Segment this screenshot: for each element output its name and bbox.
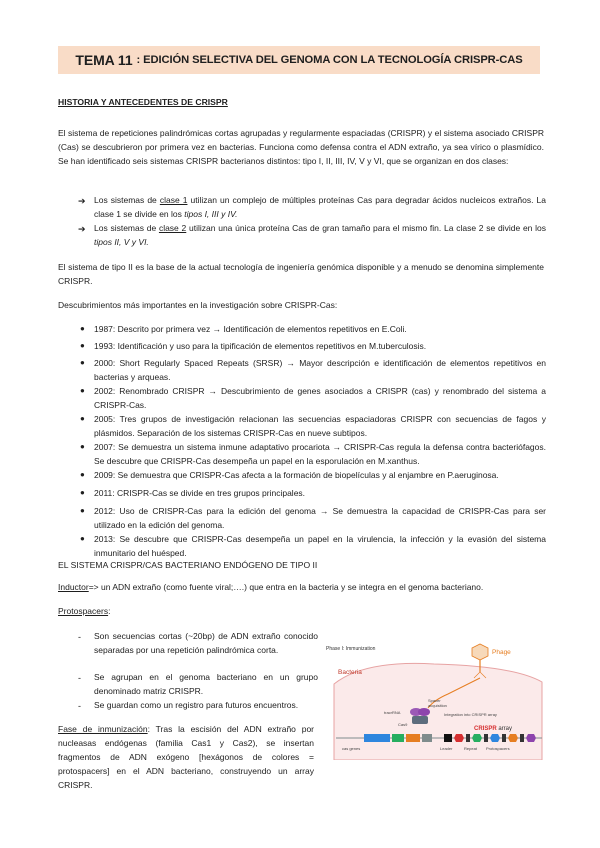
protospacer-item: Se guardan como un registro para futuros encuentros. xyxy=(94,700,299,710)
repeat-label: Repeat xyxy=(464,746,477,751)
bullet-dot-icon: ● xyxy=(80,442,85,451)
dash-bullet: - xyxy=(78,673,81,683)
crispr-array-label: CRISPR array xyxy=(474,726,513,732)
protospacer-item: Son secuencias cortas (~20bp) de ADN extraño conocido separadas por una repetición palindrómica corta. xyxy=(94,631,318,655)
protospacer-hexagon xyxy=(454,734,464,742)
cas-gene-block xyxy=(364,734,390,742)
dash-bullet: - xyxy=(78,701,81,711)
discovery-item: 2000: Short Regularly Spaced Repeats (SRSR) → Mayor descripción e identificación de elementos repetitivos en bacterias y arqueas. xyxy=(94,358,546,382)
bullet-dot-icon: ● xyxy=(80,506,85,515)
bullet-dot-icon: ● xyxy=(80,488,85,497)
protospacer-hexagon xyxy=(490,734,500,742)
discovery-item: 2013: Se descubre que CRISPR-Cas desempeña un papel en la virulencia, la infección y la evasión del sistema inmunitario del huésped. xyxy=(94,534,546,558)
bullet-dot-icon: ● xyxy=(80,324,85,333)
cas-genes-label: cas genes xyxy=(342,746,361,751)
phage-label: Phage xyxy=(492,649,511,656)
repeat-block xyxy=(502,734,506,742)
integration-label: Integration into CRISPR array xyxy=(444,712,497,717)
discovery-item: 2012: Uso de CRISPR-Cas para la edición del genoma → Se demuestra la capacidad de CRISPR-Cas para ser utilizado en la edición del genoma. xyxy=(94,506,546,530)
class2-item: Los sistemas de clase 2 utilizan una única proteína Cas de gran tamaño para el mismo fin. La clase 2 se divide en los tipos II, V y VI. xyxy=(94,223,547,247)
protospacers-heading: Protospacers: xyxy=(58,606,111,616)
bullet-dot-icon: ● xyxy=(80,341,85,350)
protospacer-item: Se agrupan en el genoma bacteriano en un grupo denominado matriz CRISPR. xyxy=(94,672,318,696)
bullet-dot-icon: ● xyxy=(80,534,85,543)
arrow-bullet-icon: ➔ xyxy=(78,224,86,234)
bullet-dot-icon: ● xyxy=(80,470,85,479)
discovery-item: 1987: Descrito por primera vez → Identificación de elementos repetitivos en E.Coli. xyxy=(94,324,407,334)
repeat-block xyxy=(466,734,470,742)
bullet-dot-icon: ● xyxy=(80,358,85,367)
cas-gene-block xyxy=(406,734,420,742)
section-heading-history: HISTORIA Y ANTECEDENTES DE CRISPR xyxy=(58,97,228,107)
discovery-item: 2011: CRISPR-Cas se divide en tres grupos principales. xyxy=(94,488,306,498)
arrow-bullet-icon: ➔ xyxy=(78,196,86,206)
discoveries-heading: Descubrimientos más importantes en la investigación sobre CRISPR-Cas: xyxy=(58,300,338,310)
bacteria-label: Bacteria xyxy=(338,669,362,676)
figure-phase-label: Phase I: Immunization xyxy=(326,646,376,652)
dash-bullet: - xyxy=(78,632,81,642)
discovery-item: 2002: Renombrado CRISPR → Descubrimiento de genes asociados a CRISPR (cas) y renombrado del sistema a CRISPR-Cas. xyxy=(94,386,546,410)
crispr-immunization-figure xyxy=(324,642,546,760)
section-heading-type2: EL SISTEMA CRISPR/CAS BACTERIANO ENDÓGENO DE TIPO II xyxy=(58,560,318,570)
page-title xyxy=(58,46,540,74)
bullet-dot-icon: ● xyxy=(80,386,85,395)
class1-item: Los sistemas de clase 1 utilizan un complejo de múltiples proteínas Cas para degradar ácidos nucleicos extraños. La clase 1 se divide en los tipos I, III y IV. xyxy=(94,195,546,219)
acquisition-label: acquisition xyxy=(428,703,447,708)
discovery-item: 1993: Identificación y uso para la tipificación de elementos repetitivos en M.tuberculosis. xyxy=(94,341,427,351)
protospacer-hexagon xyxy=(526,734,536,742)
protospacer-hexagon xyxy=(508,734,518,742)
cas-gene-block xyxy=(422,734,432,742)
discovery-item: 2009: Se demuestra que CRISPR-Cas afecta a la formación de biopelículas y al enjambre en P.aeruginosa. xyxy=(94,470,499,480)
class1-link: clase 1 xyxy=(159,195,188,205)
bacteria-cell xyxy=(334,663,542,760)
discovery-item: 2007: Se demuestra un sistema inmune adaptativo procariota → CRISPR-Cas regula la defensa contra bacteriófagos. Se descubre que CRISPR-Cas desempeña un papel en la esporulación en M.xanthus. xyxy=(94,442,546,466)
cas9-label: Cas9 xyxy=(398,722,408,727)
immunization-paragraph: Fase de inmunización: Tras la escisión del ADN extraño por nucleasas endógenas (familia Cas1 y Cas2), se insertan fragmentos de ADN exógeno [hexágonos de colores = protospacers] en el ADN bacteriano, construyendo un array CRISPR. xyxy=(58,724,314,790)
leader-label: Leader xyxy=(440,746,453,751)
type2-paragraph: El sistema de tipo II es la base de la actual tecnología de ingeniería genómica disponible y a menudo se denomina simplemente CRISPR. xyxy=(58,262,544,286)
repeat-block xyxy=(520,734,524,742)
crispr-array xyxy=(454,734,536,742)
bullet-dot-icon: ● xyxy=(80,414,85,423)
tracr-label: tracrRNA xyxy=(384,710,401,715)
repeat-block xyxy=(484,734,488,742)
intro-paragraph: El sistema de repeticiones palindrómicas cortas agrupadas y regularmente espaciadas (CRISPR) y el sistema asociado CRISPR (Cas) se descubrieron por primera vez en bacterias. Funciona como defensa contra el ADN extraño, ya sea vírico o plasmídico. Se han identificado seis sistemas CRISPR bacterianos distintos: tipo I, II, III, IV, V y VI, que se organizan en dos clases: xyxy=(58,128,544,166)
leader-block xyxy=(444,734,452,742)
title-rest: : EDICIÓN SELECTIVA DEL GENOMA CON LA TECNOLOGÍA CRISPR-CAS xyxy=(136,54,523,66)
inductor-paragraph: Inductor=> un ADN extraño (como fuente viral;….) que entra en la bacteria y se integra en el genoma bacteriano. xyxy=(58,582,484,592)
title-tema: TEMA 11 xyxy=(75,52,133,68)
cas-gene-block xyxy=(392,734,404,742)
protospacer-hexagon xyxy=(472,734,482,742)
protospacer-label: Protospacers xyxy=(486,746,510,751)
spacer-label: Spacer xyxy=(428,698,441,703)
class2-link: clase 2 xyxy=(158,223,187,233)
discovery-item: 2005: Tres grupos de investigación relacionan las secuencias espaciadoras CRISPR con secuencias de fagos y plásmidos. Separación de los sistemas CRISPR-Cas en nueve subtipos. xyxy=(94,414,546,438)
